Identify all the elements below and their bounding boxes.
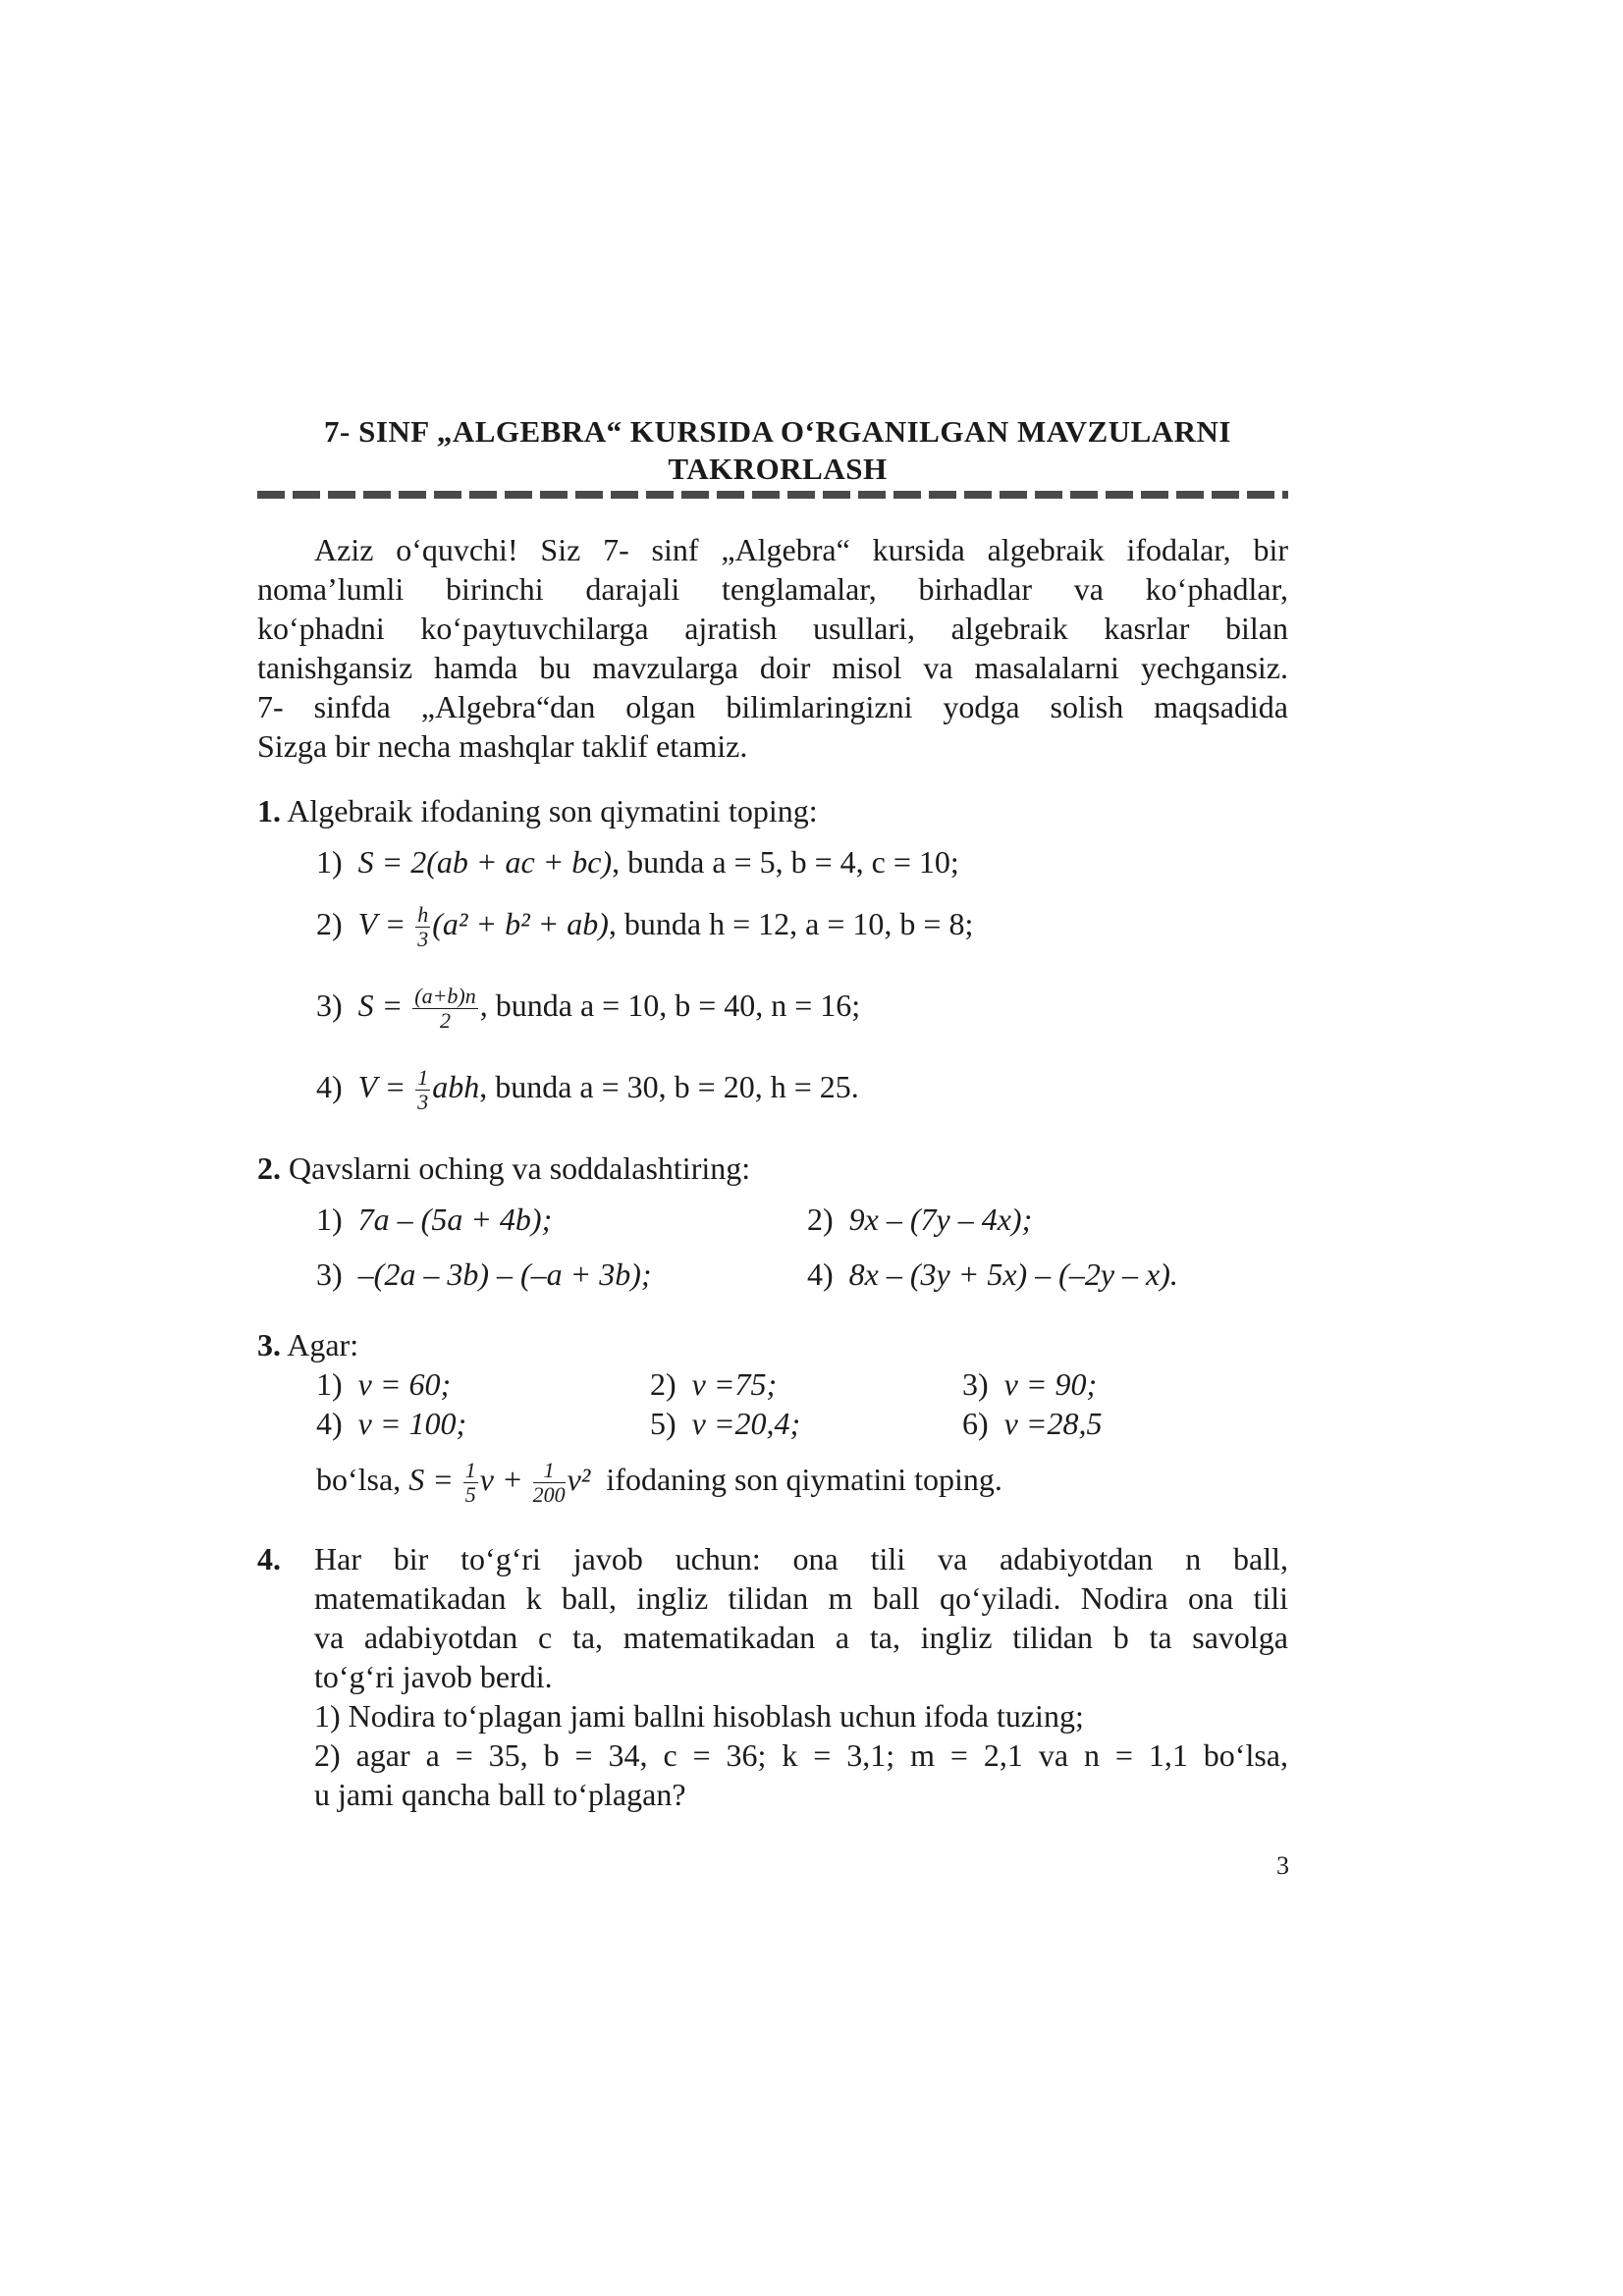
intro-line: 7- sinfda „Algebra“dan olgan bilimlaringizni yodga solish maqsadida bbox=[257, 689, 1288, 724]
condition: , bunda a = 30, b = 20, h = 25. bbox=[479, 1068, 859, 1104]
intro-line: Aziz o‘quvchi! Siz 7- sinf „Algebra“ kursida algebraik ifodalar, bir bbox=[314, 532, 1288, 567]
task1-item bbox=[316, 842, 959, 881]
task1-item bbox=[316, 985, 860, 1033]
intro-line: ko‘phadni ko‘paytuvchilarga ajratish usullari, algebraik kasrlar bilan bbox=[257, 611, 1288, 646]
task4-number: 4. bbox=[257, 1541, 281, 1576]
condition: , bunda h = 12, a = 10, b = 8; bbox=[608, 905, 974, 941]
intro-line: Sizga bir necha mashqlar taklif etamiz. bbox=[257, 728, 748, 764]
fraction: $\frac{1}{3}$ bbox=[417, 1065, 429, 1114]
task1-item bbox=[316, 1066, 859, 1114]
expression: v = 90; bbox=[1003, 1366, 1098, 1402]
expression: 8x – (3y + 5x) – (–2y – x). bbox=[848, 1256, 1178, 1292]
task4-line: to‘g‘ri javob berdi. bbox=[314, 1659, 553, 1694]
formula: S = 2(ab + ac + bc) bbox=[357, 844, 613, 880]
formula-rest: abh bbox=[432, 1068, 480, 1104]
task3-formula-line: bo‘lsa, S = $\frac{1}{5}$ v + $\frac{1}{200}$ v² ifodaning son qiymatini toping. bbox=[316, 1458, 1002, 1507]
intro-paragraph bbox=[257, 530, 1288, 766]
item-label: 3) bbox=[316, 987, 343, 1023]
task4-line: Har bir to‘g‘ri javob uchun: ona tili va adabiyotdan n ball, bbox=[314, 1541, 1288, 1576]
task2-item: 1) 7a – (5a + 4b); bbox=[316, 1201, 553, 1237]
expression: v = 60; bbox=[357, 1366, 452, 1402]
intro-line: noma’lumli birinchi darajali tenglamalar, birhadlar va ko‘phadlar, bbox=[257, 571, 1288, 607]
task4-line: va adabiyotdan c ta, matematikadan a ta, ingliz tilidan b ta savolga bbox=[314, 1620, 1288, 1655]
task3-item: 1) v = 60; bbox=[316, 1366, 452, 1402]
task-text: Agar: bbox=[287, 1327, 359, 1362]
task4-text bbox=[314, 1539, 1288, 1814]
item-label: 4) bbox=[316, 1068, 343, 1104]
formula-lhs: S = bbox=[408, 1461, 454, 1497]
expression: 7a – (5a + 4b); bbox=[357, 1201, 553, 1237]
formula-lhs: V = bbox=[357, 905, 406, 941]
task3-item: 2) v =75; bbox=[650, 1366, 778, 1402]
task4-line: 1) Nodira to‘plagan jami ballni hisoblash uchun ifoda tuzing; bbox=[314, 1698, 1084, 1734]
task3-item: 5) v =20,4; bbox=[650, 1406, 801, 1441]
page-title-line2: TAKRORLASH bbox=[668, 452, 888, 486]
fraction: $\frac{(a+b)n}{2}$ bbox=[414, 984, 476, 1033]
task3-heading bbox=[257, 1325, 358, 1364]
task1-item bbox=[316, 903, 973, 951]
task-text: Qavslarni oching va soddalashtiring: bbox=[289, 1150, 751, 1186]
expression: 9x – (7y – 4x); bbox=[848, 1201, 1033, 1237]
item-label: 1) bbox=[316, 844, 343, 880]
task4-line: u jami qancha ball to‘plagan? bbox=[314, 1777, 686, 1812]
task2-heading bbox=[257, 1148, 750, 1188]
expression: v =20,4; bbox=[691, 1406, 801, 1441]
task2-item: 4) 8x – (3y + 5x) – (–2y – x). bbox=[807, 1256, 1178, 1292]
page-number: 3 bbox=[1276, 1851, 1289, 1880]
page-title-line1: 7- SINF „ALGEBRA“ KURSIDA O‘RGANILGAN MAVZULARNI bbox=[324, 414, 1231, 449]
task4-line: matematikadan k ball, ingliz tilidan m ball qo‘yiladi. Nodira ona tili bbox=[314, 1580, 1288, 1616]
task2-item: 3) –(2a – 3b) – (–a + 3b); bbox=[316, 1256, 652, 1292]
item-label: 2) bbox=[316, 905, 343, 941]
intro-line: tanishgansiz hamda bu mavzularga doir misol va masalalarni yechgansiz. bbox=[257, 650, 1288, 685]
task1-heading bbox=[257, 791, 818, 830]
fraction: $\frac{1}{5}$ bbox=[464, 1458, 476, 1507]
dashed-divider bbox=[257, 491, 1288, 499]
expression: v = 100; bbox=[357, 1406, 467, 1441]
formula-lhs: S = bbox=[357, 987, 404, 1023]
task4-line: 2) agar a = 35, b = 34, c = 36; k = 3,1; m = 2,1 va n = 1,1 bo‘lsa, bbox=[314, 1737, 1288, 1773]
expression: v =28,5 bbox=[1003, 1406, 1103, 1441]
expression: –(2a – 3b) – (–a + 3b); bbox=[357, 1256, 652, 1292]
task2-item: 2) 9x – (7y – 4x); bbox=[807, 1201, 1033, 1237]
task-number: 1. bbox=[257, 793, 281, 828]
formula-rest: (a² + b² + ab) bbox=[432, 905, 609, 941]
task3-item: 4) v = 100; bbox=[316, 1406, 467, 1441]
task-text: Algebraik ifodaning son qiymatini toping: bbox=[287, 793, 818, 828]
fraction: $\frac{1}{200}$ bbox=[532, 1458, 566, 1507]
task3-item: 3) v = 90; bbox=[962, 1366, 1098, 1402]
task-number: 2. bbox=[257, 1150, 281, 1186]
condition: , bunda a = 10, b = 40, n = 16; bbox=[479, 987, 861, 1023]
task-number: 3. bbox=[257, 1327, 281, 1362]
expression: v =75; bbox=[691, 1366, 778, 1402]
condition: , bunda a = 5, b = 4, c = 10; bbox=[612, 844, 959, 880]
fraction: $\frac{h}{3}$ bbox=[417, 902, 429, 951]
task3-item: 6) v =28,5 bbox=[962, 1406, 1103, 1441]
formula-lhs: V = bbox=[357, 1068, 406, 1104]
